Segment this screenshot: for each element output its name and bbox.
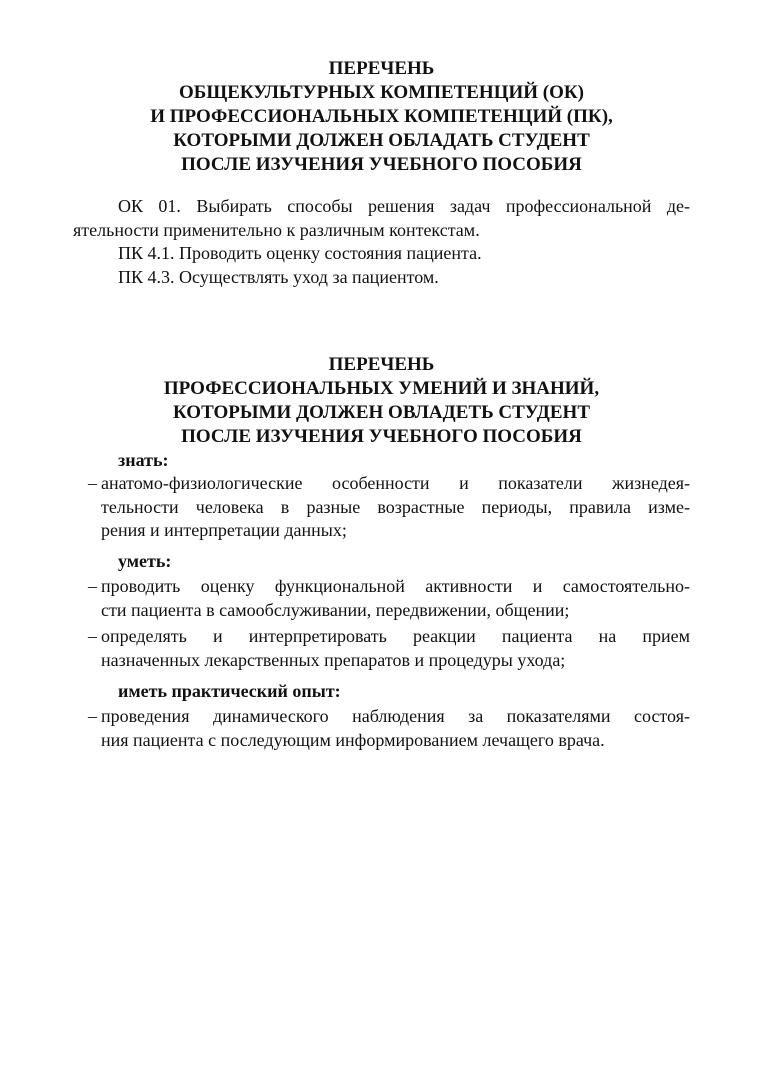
title-line: КОТОРЫМИ ДОЛЖЕН ОБЛАДАТЬ СТУДЕНТ — [173, 130, 590, 151]
know-label: знать: — [118, 450, 169, 470]
competences-list — [73, 195, 690, 289]
list-item-line: сти пациента в самообслуживании, передвижении, общении; — [101, 599, 570, 620]
dash-bullet: – — [88, 576, 97, 596]
title-line: ПЕРЕЧЕНЬ — [328, 58, 435, 79]
dash-bullet: – — [88, 626, 97, 646]
list-item — [88, 472, 690, 543]
competence-ok01-line1: ОК 01. Выбирать способы решения задач профессиональной де- — [118, 196, 690, 216]
competence-pk41: ПК 4.1. Проводить оценку состояния пациента. — [118, 243, 482, 263]
competence-ok01-line2: ятельности применительно к различным контекстам. — [73, 219, 480, 240]
list-item-line: ния пациента с последующим информированием лечащего врача. — [101, 729, 605, 750]
list-item-line: – проводить оценку функциональной активности и самостоятельно- — [88, 575, 690, 599]
title-line: ПОСЛЕ ИЗУЧЕНИЯ УЧЕБНОГО ПОСОБИЯ — [181, 154, 582, 175]
list-item-line: – анатомо-физиологические особенности и показатели жизнедея- — [88, 472, 690, 496]
list-item-line: – проведения динамического наблюдения за показателями состоя- — [88, 705, 690, 729]
experience-label: иметь практический опыт: — [118, 681, 341, 701]
competences-title — [80, 57, 683, 177]
list-item-line: тельности человека в разные возрастные периоды, правила изме- — [101, 496, 690, 517]
title-line: ПОСЛЕ ИЗУЧЕНИЯ УЧЕБНОГО ПОСОБИЯ — [181, 426, 582, 447]
title-line: И ПРОФЕССИОНАЛЬНЫХ КОМПЕТЕНЦИЙ (ПК), — [150, 106, 613, 127]
skills-title — [80, 353, 683, 449]
competence-pk43: ПК 4.3. Осуществлять уход за пациентом. — [118, 266, 439, 287]
title-line: ПРОФЕССИОНАЛЬНЫХ УМЕНИЙ И ЗНАНИЙ, — [163, 378, 600, 399]
title-line: ПЕРЕЧЕНЬ — [328, 354, 435, 375]
title-line: ОБЩЕКУЛЬТУРНЫХ КОМПЕТЕНЦИЙ (ОК) — [178, 82, 585, 103]
list-item-line: – определять и интерпретировать реакции пациента на прием — [88, 625, 690, 649]
list-item — [88, 575, 690, 622]
list-item-line: назначенных лекарственных препаратов и процедуры ухода; — [101, 649, 566, 670]
can-label: уметь: — [118, 551, 172, 571]
title-line: КОТОРЫМИ ДОЛЖЕН ОВЛАДЕТЬ СТУДЕНТ — [172, 402, 590, 423]
dash-bullet: – — [88, 473, 97, 493]
list-item — [88, 705, 690, 752]
list-item-line: рения и интерпретации данных; — [101, 520, 347, 540]
dash-bullet: – — [88, 706, 97, 726]
list-item — [88, 625, 690, 672]
